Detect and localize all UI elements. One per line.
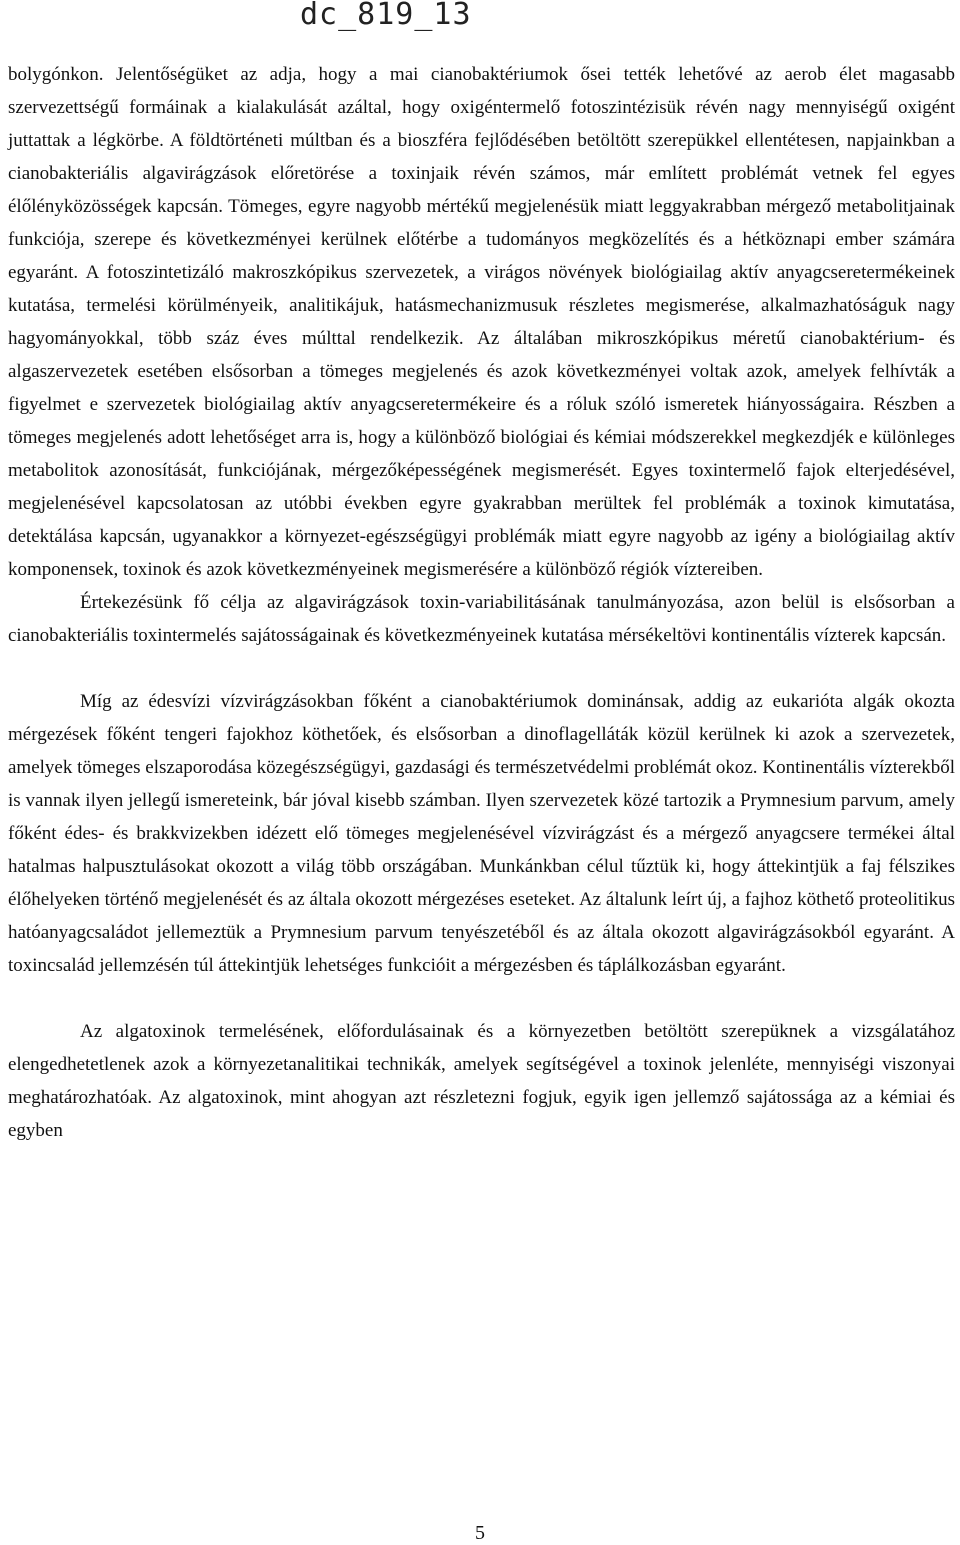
body-paragraph-prymnesium: Míg az édesvízi vízvirágzásokban főként a cianobaktériumok dominánsak, addig az eukarióta algák okozta mérgezések főként tengeri fajokhoz köthetőek, és elsősorban a dinoflagelláták közül kerülnek ki azok a szervezetek, amelyek tömeges elszaporodása közegészségügyi, gazdasági és természetvédelmi problémát okoz. Kontinentális vízterekből is vannak ilyen jellegű ismereteink, bár jóval kisebb számban. Ilyen szervezetek közé tartozik a Prymnesium parvum, amely főként édes- és brakkvizekben idézett elő tömeges megjelenésével vízvirágzást és a mérgező anyagcsere termékei által hatalmas halpusztulásokat okozott a világ több országában. Munkánkban célul tűztük ki, hogy áttekintjük a faj félszikes élőhelyeken történő megjelenését és az általa okozott mérgezéses eseteket. Az általunk leírt új, a fajhoz köthető proteolitikus hatóanyagcsaládot jellemeztük a Prymnesium parvum tenyészetéből és az általa okozott algavirágzásokból egyaránt. A toxincsalád jellemzésén túl áttekintjük lehetséges funkcióit a mérgezésben és táplálkozásban egyaránt. <box>8 691 955 976</box>
body-paragraph-algatoxins: Az algatoxinok termelésének, előfordulásainak és a környezetben betöltött szerepüknek a vizsgálatához elengedhetetlenek azok a környezetanalitikai technikák, amelyek segítségével a toxinok jelenléte, mennyiségi viszonyai meghatározhatóak. Az algatoxinok, mint ahogyan azt részletezni fogjuk, egyik igen jellemző sajátossága az a kémiai és egyben <box>8 1021 955 1141</box>
document-id-stamp: dc_819_13 <box>300 0 472 32</box>
body-paragraph-objective: Értekezésünk fő célja az algavirágzások toxin-variabilitásának tanulmányozása, azon belül is elsősorban a cianobakteriális toxintermelés sajátosságainak és következményeinek kutatása mérsékeltövi kontinentális vízterek kapcsán. <box>8 592 955 646</box>
document-body <box>8 58 955 1147</box>
body-paragraph-continuation: bolygónkon. Jelentőségüket az adja, hogy a mai cianobaktériumok ősei tették lehetővé az aerob élet magasabb szervezettségű formáinak a kialakulását azáltal, hogy oxigéntermelő fotoszintézisük révén nagy mennyiségű oxigént juttattak a légkörbe. A földtörténeti múltban és a bioszféra fejlődésében betöltött szerepükkel ellentétesen, napjainkban a cianobakteriális algavirágzások előretörése a toxinjaik révén számos, már említett problémát vetnek fel egyes élőlényközösségek kapcsán. Tömeges, egyre nagyobb mértékű megjelenésük miatt leggyakrabban mérgező metabolitjainak funkciója, szerepe és következményei kerülnek előtérbe a tudományos megközelítés és a hétköznapi ember számára egyaránt. A fotoszintetizáló makroszkópikus szervezetek, a virágos növények biológiailag aktív anyagcseretermékeinek kutatása, termelési körülményeik, analitikájuk, hatásmechanizmusuk részletes megismerése, alkalmazhatóságuk nagy hagyományokkal, több száz éves múlttal rendelkezik. Az általában mikroszkópikus méretű cianobaktérium- és algaszervezetek esetében elsősorban a tömeges megjelenés és azok következményei voltak azok, amelyek felhívták a figyelmet e szervezetek biológiailag aktív anyagcseretermékeire és a róluk szóló ismeretek hiányosságaira. Részben a tömeges megjelenés adott lehetőséget arra is, hogy a különböző biológiai és kémiai módszerekkel megkezdjék e különleges metabolitok azonosítását, funkciójának, mérgezőképességének megismerését. Egyes toxintermelő fajok elterjedésével, megjelenésével kapcsolatosan az utóbbi években egyre gyakrabban merültek fel problémák a toxinok kimutatása, detektálása kapcsán, ugyanakkor a környezet-egészségügyi problémák miatt egyre nagyobb az igény a biológiailag aktív komponensek, toxinok és azok következményeinek megismerésére a különböző régiók víztereiben. <box>8 64 955 580</box>
page-number: 5 <box>475 1522 485 1544</box>
